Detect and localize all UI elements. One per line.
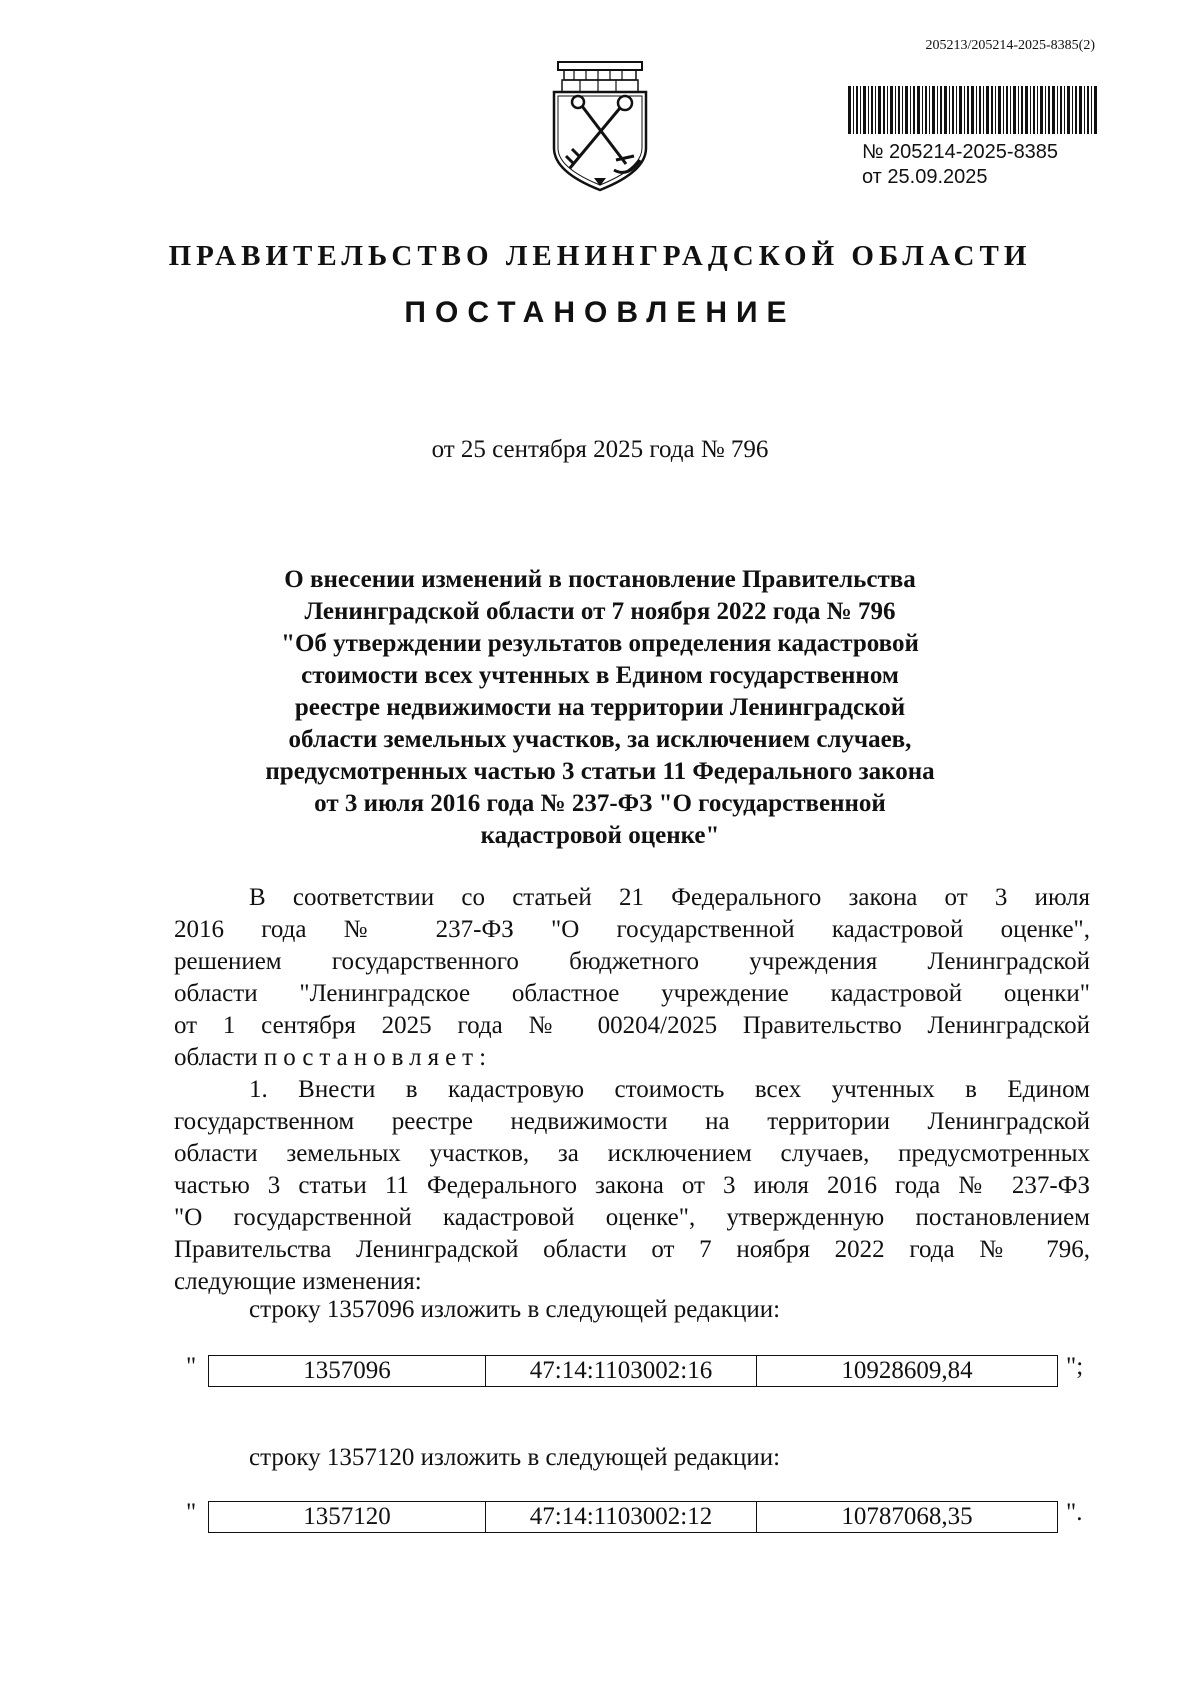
cadastral-table	[208, 1355, 1058, 1387]
text-line: решением государственного бюджетного учреждения Ленинградской	[174, 948, 1090, 975]
cadastral-value-cell: 10928609,84	[757, 1356, 1058, 1387]
subject-line: предусмотренных частью 3 статьи 11 Федерального закона	[265, 758, 935, 785]
cadastral-value-cell: 10787068,35	[757, 1502, 1058, 1533]
document-type-heading: ПОСТАНОВЛЕНИЕ	[404, 296, 796, 329]
registration-date: от 25.09.2025	[862, 166, 988, 188]
table-row	[209, 1356, 1058, 1387]
clause-1-paragraph	[174, 1074, 1090, 1298]
preamble-paragraph	[174, 882, 1090, 1074]
text-line: области земельных участков, за исключением случаев, предусмотренных	[174, 1140, 1090, 1167]
text-line	[174, 1042, 1090, 1074]
open-quote: "	[186, 1499, 197, 1526]
resolves-word: постановляет:	[263, 1044, 493, 1071]
document-date-number: от 25 сентября 2025 года № 796	[431, 436, 769, 463]
text-fragment: области	[174, 1044, 258, 1071]
close-quote: ";	[1066, 1353, 1084, 1380]
close-quote: ".	[1066, 1499, 1083, 1526]
registration-block	[862, 140, 1058, 190]
text-line: от 1 сентября 2025 года № 00204/2025 Правительство Ленинградской	[174, 1012, 1090, 1039]
text-line: 2016 года № 237-ФЗ "О государственной кадастровой оценке",	[174, 916, 1090, 943]
text-line: 1. Внести в кадастровую стоимость всех учтенных в Едином	[249, 1076, 1090, 1103]
subject-line: области земельных участков, за исключением случаев,	[288, 726, 912, 753]
subject-line: "Об утверждении результатов определения кадастровой	[281, 630, 919, 657]
table-row	[209, 1502, 1058, 1533]
open-quote: "	[186, 1353, 197, 1380]
row-number-cell: 1357120	[209, 1502, 486, 1533]
change-2-label: строку 1357120 изложить в следующей редакции:	[249, 1444, 781, 1471]
subject-line: кадастровой оценке"	[480, 822, 720, 849]
cadastral-table	[208, 1501, 1058, 1533]
subject-line: от 3 июля 2016 года № 237-ФЗ "О государственной	[314, 790, 886, 817]
text-line: В соответствии со статьей 21 Федерального закона от 3 июля	[249, 884, 1090, 911]
subject-line: Ленинградской области от 7 ноября 2022 года № 796	[304, 598, 896, 625]
subject-line: О внесении изменений в постановление Правительства	[284, 566, 916, 593]
text-line: области "Ленинградское областное учреждение кадастровой оценки"	[174, 980, 1090, 1007]
cadastral-number-cell: 47:14:1103002:16	[486, 1356, 757, 1387]
text-line: частью 3 статьи 11 Федерального закона от 3 июля 2016 года № 237-ФЗ	[174, 1172, 1090, 1199]
row-number-cell: 1357096	[209, 1356, 486, 1387]
change-2-row	[186, 1501, 1086, 1535]
coat-of-arms-icon	[548, 60, 652, 195]
registration-number: № 205214-2025-8385	[862, 141, 1059, 163]
cadastral-number-cell: 47:14:1103002:12	[486, 1502, 757, 1533]
text-line: государственном реестре недвижимости на территории Ленинградской	[174, 1108, 1090, 1135]
subject-line: реестре недвижимости на территории Ленинградской	[294, 694, 906, 721]
barcode-icon	[848, 86, 1098, 134]
change-1-label: строку 1357096 изложить в следующей редакции:	[249, 1296, 781, 1323]
text-line: "О государственной кадастровой оценке", утвержденную постановлением	[174, 1204, 1090, 1231]
text-line: следующие изменения:	[174, 1268, 422, 1295]
change-1-row	[186, 1355, 1086, 1389]
document-subject	[200, 564, 1000, 852]
document-reference-code: 205213/205214-2025-8385(2)	[925, 38, 1095, 53]
subject-line: стоимости всех учтенных в Едином государственном	[301, 662, 899, 689]
text-line: Правительства Ленинградской области от 7 ноября 2022 года № 796,	[174, 1236, 1090, 1263]
organization-title: ПРАВИТЕЛЬСТВО ЛЕНИНГРАДСКОЙ ОБЛАСТИ	[168, 240, 1032, 272]
